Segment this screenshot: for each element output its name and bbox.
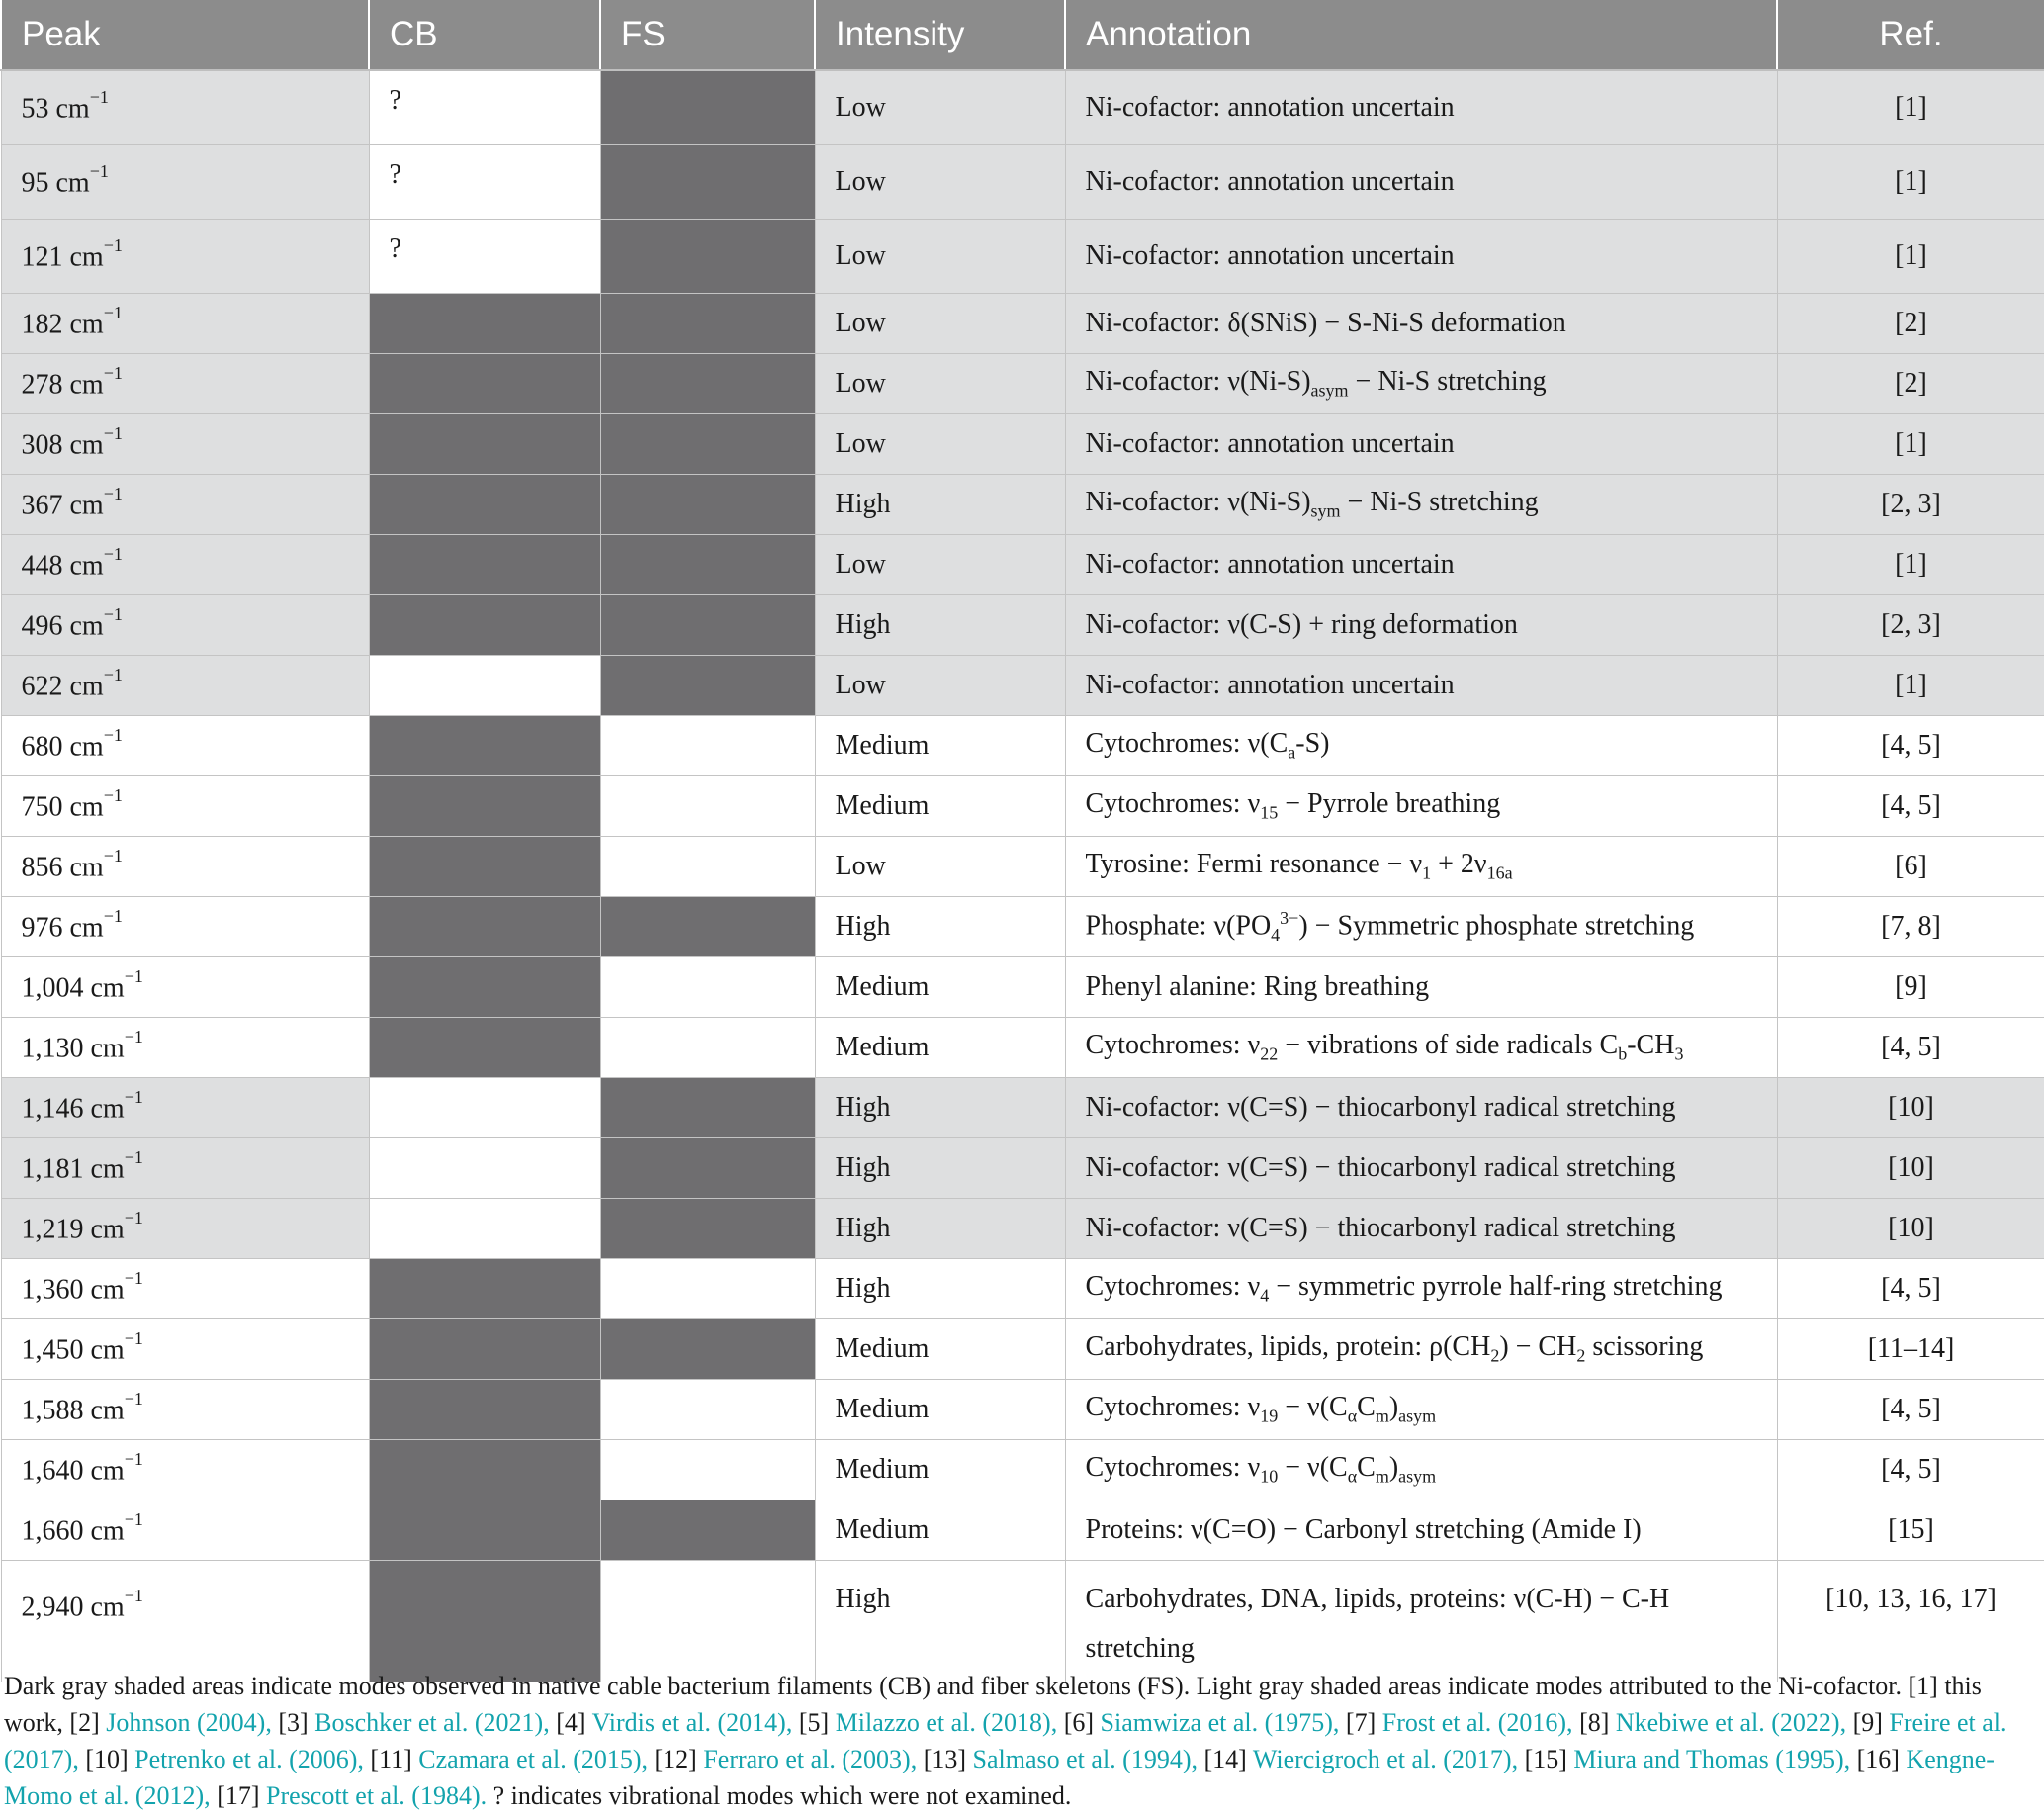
cell-peak bbox=[1, 1138, 369, 1199]
cell-annotation: Ni-cofactor: annotation uncertain bbox=[1065, 414, 1777, 475]
table-row bbox=[1, 535, 2044, 595]
citation-link[interactable]: Kengne-Momo et al. (2012), bbox=[4, 1745, 1995, 1810]
cell-cb: ? bbox=[369, 145, 600, 220]
table-row bbox=[1, 354, 2044, 414]
cell-annotation: Ni-cofactor: ν(C=S) − thiocarbonyl radical stretching bbox=[1065, 1199, 1777, 1259]
peak-value: 2,940 bbox=[21, 1591, 84, 1623]
cell-intensity: High bbox=[815, 1078, 1065, 1138]
cell-fs bbox=[600, 354, 815, 414]
peak-unit: cm bbox=[55, 93, 90, 125]
cell-intensity: High bbox=[815, 595, 1065, 656]
cell-intensity: Low bbox=[815, 70, 1065, 145]
cell-ref: [4, 5] bbox=[1777, 1259, 2044, 1319]
cell-cb bbox=[369, 1018, 600, 1078]
cell-ref: [1] bbox=[1777, 414, 2044, 475]
cell-fs bbox=[600, 1199, 815, 1259]
cell-cb bbox=[369, 1138, 600, 1199]
peak-unit-exponent: −1 bbox=[103, 603, 123, 624]
cell-ref: [7, 8] bbox=[1777, 897, 2044, 957]
peak-value: 95 bbox=[21, 167, 49, 199]
table-row bbox=[1, 656, 2044, 716]
peak-unit-exponent: −1 bbox=[124, 1327, 143, 1348]
peak-unit-exponent: −1 bbox=[103, 362, 123, 383]
cell-annotation: Ni-cofactor: annotation uncertain bbox=[1065, 145, 1777, 220]
table-row bbox=[1, 595, 2044, 656]
cell-ref: [15] bbox=[1777, 1500, 2044, 1561]
cell-cb bbox=[369, 294, 600, 354]
cell-fs bbox=[600, 294, 815, 354]
peak-unit-exponent: −1 bbox=[103, 905, 123, 926]
footnote-text: [11] bbox=[363, 1745, 419, 1773]
header-ref: Ref. bbox=[1777, 0, 2044, 70]
peak-value: 1,181 bbox=[21, 1153, 84, 1185]
peak-unit: cm bbox=[69, 610, 104, 642]
footnote-text: [14] bbox=[1197, 1745, 1253, 1773]
cell-cb: ? bbox=[369, 220, 600, 294]
table-row bbox=[1, 1199, 2044, 1259]
cell-intensity: Low bbox=[815, 535, 1065, 595]
citation-link[interactable]: Siamwiza et al. (1975), bbox=[1100, 1708, 1340, 1737]
cell-annotation: Carbohydrates, DNA, lipids, proteins: ν(C-H) − C-H stretching bbox=[1065, 1561, 1777, 1682]
cell-cb bbox=[369, 897, 600, 957]
cell-cb bbox=[369, 475, 600, 535]
table-row bbox=[1, 1138, 2044, 1199]
peak-value: 1,450 bbox=[21, 1334, 84, 1366]
cell-peak bbox=[1, 145, 369, 220]
cell-annotation: Ni-cofactor: annotation uncertain bbox=[1065, 70, 1777, 145]
cell-ref: [1] bbox=[1777, 220, 2044, 294]
peak-value: 622 bbox=[21, 671, 63, 702]
peak-unit: cm bbox=[69, 731, 104, 763]
cell-intensity: High bbox=[815, 1199, 1065, 1259]
citation-link[interactable]: Freire et al. (2017), bbox=[4, 1708, 2007, 1773]
peak-unit: cm bbox=[90, 1153, 125, 1185]
cell-peak bbox=[1, 220, 369, 294]
cell-fs bbox=[600, 716, 815, 776]
cell-peak bbox=[1, 1199, 369, 1259]
cell-ref: [4, 5] bbox=[1777, 776, 2044, 837]
header-fs: FS bbox=[600, 0, 815, 70]
peak-unit-exponent: −1 bbox=[124, 1086, 143, 1107]
table-header-row bbox=[1, 0, 2044, 70]
peak-unit-exponent: −1 bbox=[103, 784, 123, 805]
footnote-text: [7] bbox=[1339, 1708, 1382, 1737]
peak-unit-exponent: −1 bbox=[124, 1508, 143, 1529]
cell-intensity: High bbox=[815, 1259, 1065, 1319]
peak-value: 1,004 bbox=[21, 972, 84, 1004]
cell-annotation: Ni-cofactor: annotation uncertain bbox=[1065, 656, 1777, 716]
cell-intensity: High bbox=[815, 897, 1065, 957]
cell-cb bbox=[369, 1199, 600, 1259]
cell-intensity: Low bbox=[815, 837, 1065, 897]
cell-fs bbox=[600, 1018, 815, 1078]
cell-ref: [1] bbox=[1777, 656, 2044, 716]
peak-unit-exponent: −1 bbox=[124, 1267, 143, 1288]
cell-fs bbox=[600, 1259, 815, 1319]
cell-fs bbox=[600, 145, 815, 220]
peak-unit: cm bbox=[69, 791, 104, 823]
peak-value: 182 bbox=[21, 309, 63, 340]
cell-annotation: Cytochromes: $\nu(C_a-S)$ bbox=[1065, 716, 1777, 776]
cell-ref: [4, 5] bbox=[1777, 1380, 2044, 1440]
cell-cb bbox=[369, 414, 600, 475]
citation-link[interactable]: Boschker et al. (2021), bbox=[314, 1708, 550, 1737]
peak-unit: cm bbox=[90, 972, 125, 1004]
table-row bbox=[1, 1380, 2044, 1440]
cell-annotation: Ni-cofactor: ν(C=S) − thiocarbonyl radical stretching bbox=[1065, 1138, 1777, 1199]
citation-link[interactable]: Virdis et al. (2014), bbox=[591, 1708, 793, 1737]
cell-intensity: Low bbox=[815, 294, 1065, 354]
cell-cb bbox=[369, 837, 600, 897]
peak-unit-exponent: −1 bbox=[103, 543, 123, 564]
peak-unit: cm bbox=[90, 1455, 125, 1487]
peak-unit-exponent: −1 bbox=[124, 1026, 143, 1046]
header-cb: CB bbox=[369, 0, 600, 70]
cell-intensity: High bbox=[815, 1561, 1065, 1682]
cell-fs bbox=[600, 837, 815, 897]
cell-cb bbox=[369, 716, 600, 776]
citation-link[interactable]: Prescott et al. (1984). bbox=[266, 1781, 488, 1810]
peak-unit-exponent: −1 bbox=[103, 724, 123, 745]
cell-ref: [2] bbox=[1777, 294, 2044, 354]
cell-fs bbox=[600, 1380, 815, 1440]
cell-ref: [4, 5] bbox=[1777, 1440, 2044, 1500]
table-row bbox=[1, 294, 2044, 354]
peak-unit: cm bbox=[90, 1515, 125, 1547]
cell-fs bbox=[600, 776, 815, 837]
peak-value: 1,660 bbox=[21, 1515, 84, 1547]
cell-peak bbox=[1, 957, 369, 1018]
peak-unit-exponent: −1 bbox=[103, 422, 123, 443]
cell-cb bbox=[369, 1380, 600, 1440]
peak-unit-exponent: −1 bbox=[124, 1586, 143, 1605]
cell-ref: [2, 3] bbox=[1777, 595, 2044, 656]
cell-annotation: Cytochromes: $\nu_{22}$ − vibrations of side radicals $C_b-CH_3$ bbox=[1065, 1018, 1777, 1078]
footnote-text: [13] bbox=[917, 1745, 973, 1773]
peak-value: 1,146 bbox=[21, 1093, 84, 1125]
cell-intensity: Low bbox=[815, 656, 1065, 716]
cell-annotation: Ni-cofactor: annotation uncertain bbox=[1065, 535, 1777, 595]
cell-intensity: Medium bbox=[815, 1380, 1065, 1440]
cell-intensity: Medium bbox=[815, 957, 1065, 1018]
peak-value: 308 bbox=[21, 429, 63, 461]
cell-fs bbox=[600, 220, 815, 294]
peak-unit-exponent: −1 bbox=[89, 160, 109, 181]
cell-ref: [4, 5] bbox=[1777, 716, 2044, 776]
peak-unit: cm bbox=[90, 1214, 125, 1245]
citation-link[interactable]: Johnson (2004), bbox=[106, 1708, 272, 1737]
table-row bbox=[1, 1078, 2044, 1138]
cell-annotation: Cytochromes: $\nu_{15}$ − Pyrrole breathing bbox=[1065, 776, 1777, 837]
cell-peak bbox=[1, 1500, 369, 1561]
cell-peak bbox=[1, 595, 369, 656]
cell-fs bbox=[600, 1500, 815, 1561]
cell-peak bbox=[1, 776, 369, 837]
header-annotation: Annotation bbox=[1065, 0, 1777, 70]
citation-link[interactable]: Nkebiwe et al. (2022), bbox=[1615, 1708, 1847, 1737]
peak-unit-exponent: −1 bbox=[124, 965, 143, 986]
peak-value: 750 bbox=[21, 791, 63, 823]
table-row bbox=[1, 957, 2044, 1018]
citation-link[interactable]: Wiercigroch et al. (2017), bbox=[1252, 1745, 1519, 1773]
cell-cb: ? bbox=[369, 70, 600, 145]
peak-value: 367 bbox=[21, 490, 63, 521]
cell-intensity: Medium bbox=[815, 1018, 1065, 1078]
table-row bbox=[1, 414, 2044, 475]
peak-unit: cm bbox=[90, 1274, 125, 1306]
header-peak: Peak bbox=[1, 0, 369, 70]
cell-fs bbox=[600, 475, 815, 535]
table-row bbox=[1, 220, 2044, 294]
peak-value: 1,130 bbox=[21, 1033, 84, 1064]
cell-cb bbox=[369, 1078, 600, 1138]
table-row bbox=[1, 776, 2044, 837]
cell-annotation: Cytochromes: $\nu_{10} - \nu(C_\alpha C_m)_{asym}$ bbox=[1065, 1440, 1777, 1500]
footnote-text: ? indicates vibrational modes which were not examined. bbox=[487, 1781, 1072, 1810]
cell-annotation: Carbohydrates, lipids, protein: $\rho(CH_2) - CH_2$ scissoring bbox=[1065, 1319, 1777, 1380]
peak-unit-exponent: −1 bbox=[124, 1448, 143, 1469]
cell-cb bbox=[369, 354, 600, 414]
cell-ref: [2] bbox=[1777, 354, 2044, 414]
table-row bbox=[1, 897, 2044, 957]
table-row bbox=[1, 1018, 2044, 1078]
cell-annotation: Ni-cofactor: δ(SNiS) − S-Ni-S deformation bbox=[1065, 294, 1777, 354]
peak-unit: cm bbox=[90, 1334, 125, 1366]
footnote-text: [9] bbox=[1846, 1708, 1890, 1737]
cell-ref: [1] bbox=[1777, 535, 2044, 595]
table-row bbox=[1, 70, 2044, 145]
cell-fs bbox=[600, 1138, 815, 1199]
table-row bbox=[1, 837, 2044, 897]
cell-peak bbox=[1, 414, 369, 475]
cell-fs bbox=[600, 897, 815, 957]
cell-ref: [10, 13, 16, 17] bbox=[1777, 1561, 2044, 1682]
cell-fs bbox=[600, 957, 815, 1018]
peak-unit: cm bbox=[90, 1093, 125, 1125]
peak-unit: cm bbox=[69, 309, 104, 340]
cell-fs bbox=[600, 595, 815, 656]
footnote-text: [12] bbox=[648, 1745, 704, 1773]
cell-annotation: Cytochromes: $\nu_4$ − symmetric pyrrole half-ring stretching bbox=[1065, 1259, 1777, 1319]
peak-unit-exponent: −1 bbox=[124, 1388, 143, 1409]
table-row bbox=[1, 1440, 2044, 1500]
footnote-text: [4] bbox=[549, 1708, 592, 1737]
citation-link[interactable]: Petrenko et al. (2006), bbox=[134, 1745, 364, 1773]
cell-peak bbox=[1, 716, 369, 776]
footnote-text: [17] bbox=[210, 1781, 267, 1810]
cell-intensity: High bbox=[815, 1138, 1065, 1199]
cell-annotation: Ni-cofactor: $\nu(Ni-S)_{asym} - Ni-S$ stretching bbox=[1065, 354, 1777, 414]
cell-cb bbox=[369, 1440, 600, 1500]
table-row bbox=[1, 145, 2044, 220]
cell-fs bbox=[600, 656, 815, 716]
peak-unit: cm bbox=[90, 1395, 125, 1426]
cell-peak bbox=[1, 837, 369, 897]
cell-annotation: Cytochromes: $\nu_{19} - \nu(C_\alpha C_m)_{asym}$ bbox=[1065, 1380, 1777, 1440]
cell-annotation: Ni-cofactor: ν(C-S) + ring deformation bbox=[1065, 595, 1777, 656]
peak-unit-exponent: −1 bbox=[103, 845, 123, 865]
cell-ref: [10] bbox=[1777, 1078, 2044, 1138]
cell-cb bbox=[369, 1500, 600, 1561]
footnote-text: [10] bbox=[78, 1745, 135, 1773]
table-row bbox=[1, 1500, 2044, 1561]
peak-value: 976 bbox=[21, 912, 63, 944]
cell-fs bbox=[600, 1440, 815, 1500]
peak-unit-exponent: −1 bbox=[103, 483, 123, 503]
peak-value: 1,640 bbox=[21, 1455, 84, 1487]
cell-peak bbox=[1, 897, 369, 957]
header-intensity: Intensity bbox=[815, 0, 1065, 70]
cell-fs bbox=[600, 1078, 815, 1138]
cell-intensity: Medium bbox=[815, 1440, 1065, 1500]
cell-annotation: Ni-cofactor: annotation uncertain bbox=[1065, 220, 1777, 294]
cell-peak bbox=[1, 1078, 369, 1138]
cell-peak bbox=[1, 656, 369, 716]
cell-annotation: Phenyl alanine: Ring breathing bbox=[1065, 957, 1777, 1018]
cell-ref: [10] bbox=[1777, 1138, 2044, 1199]
cell-peak bbox=[1, 70, 369, 145]
table-row bbox=[1, 1319, 2044, 1380]
footnote-text: [3] bbox=[271, 1708, 315, 1737]
peak-unit: cm bbox=[69, 241, 104, 273]
cell-ref: [9] bbox=[1777, 957, 2044, 1018]
cell-peak bbox=[1, 294, 369, 354]
citation-link[interactable]: Milazzo et al. (2018), bbox=[835, 1708, 1058, 1737]
cell-ref: [1] bbox=[1777, 145, 2044, 220]
cell-peak bbox=[1, 475, 369, 535]
peak-value: 856 bbox=[21, 852, 63, 883]
cell-peak bbox=[1, 1440, 369, 1500]
citation-link[interactable]: Frost et al. (2016), bbox=[1381, 1708, 1573, 1737]
cell-annotation: Proteins: ν(C=O) − Carbonyl stretching (Amide I) bbox=[1065, 1500, 1777, 1561]
table-row bbox=[1, 1259, 2044, 1319]
cell-cb bbox=[369, 957, 600, 1018]
peak-unit-exponent: −1 bbox=[124, 1207, 143, 1227]
peak-value: 278 bbox=[21, 369, 63, 401]
peak-unit: cm bbox=[69, 912, 104, 944]
peak-value: 496 bbox=[21, 610, 63, 642]
cell-ref: [10] bbox=[1777, 1199, 2044, 1259]
cell-intensity: Low bbox=[815, 220, 1065, 294]
peak-value: 53 bbox=[21, 93, 49, 125]
cell-annotation: Ni-cofactor: $\nu(Ni-S)_{sym} - Ni-S$ stretching bbox=[1065, 475, 1777, 535]
cell-peak bbox=[1, 354, 369, 414]
peak-unit: cm bbox=[69, 490, 104, 521]
footnote-text: [16] bbox=[1850, 1745, 1907, 1773]
peak-value: 121 bbox=[21, 241, 63, 273]
cell-ref: [4, 5] bbox=[1777, 1018, 2044, 1078]
cell-fs bbox=[600, 535, 815, 595]
citation-link[interactable]: Salmaso et al. (1994), bbox=[972, 1745, 1198, 1773]
peak-value: 1,360 bbox=[21, 1274, 84, 1306]
cell-peak bbox=[1, 1319, 369, 1380]
cell-cb bbox=[369, 776, 600, 837]
peak-value: 1,219 bbox=[21, 1214, 84, 1245]
cell-annotation: Tyrosine: Fermi resonance − $\nu_1 + 2\nu_{16a}$ bbox=[1065, 837, 1777, 897]
cell-ref: [1] bbox=[1777, 70, 2044, 145]
peak-value: 448 bbox=[21, 550, 63, 582]
cell-annotation: Ni-cofactor: ν(C=S) − thiocarbonyl radical stretching bbox=[1065, 1078, 1777, 1138]
cell-cb bbox=[369, 1319, 600, 1380]
cell-fs bbox=[600, 70, 815, 145]
cell-cb bbox=[369, 1259, 600, 1319]
cell-cb bbox=[369, 595, 600, 656]
footnote-text: Dark gray shaded areas indicate modes observed in native cable bacterium filaments (CB) and fiber skeletons (FS). Light gray shaded areas indicate modes attributed to the Ni-cofactor. [1] this work, [2] bbox=[4, 1672, 1982, 1737]
peak-unit: cm bbox=[69, 852, 104, 883]
cell-intensity: Low bbox=[815, 414, 1065, 475]
cell-cb bbox=[369, 656, 600, 716]
peak-unit-exponent: −1 bbox=[103, 302, 123, 322]
cell-fs bbox=[600, 414, 815, 475]
cell-ref: [11–14] bbox=[1777, 1319, 2044, 1380]
peak-unit: cm bbox=[90, 1033, 125, 1064]
cell-intensity: High bbox=[815, 475, 1065, 535]
peak-value: 1,588 bbox=[21, 1395, 84, 1426]
footnote-text: [15] bbox=[1518, 1745, 1574, 1773]
cell-ref: [6] bbox=[1777, 837, 2044, 897]
cell-intensity: Medium bbox=[815, 1319, 1065, 1380]
peak-unit-exponent: −1 bbox=[103, 234, 123, 255]
cell-intensity: Low bbox=[815, 145, 1065, 220]
cell-peak bbox=[1, 1259, 369, 1319]
peak-unit: cm bbox=[69, 429, 104, 461]
peak-unit: cm bbox=[55, 167, 90, 199]
footnote-text: [5] bbox=[792, 1708, 836, 1737]
peak-unit-exponent: −1 bbox=[89, 86, 109, 107]
cell-peak bbox=[1, 1018, 369, 1078]
cell-intensity: Low bbox=[815, 354, 1065, 414]
footnote-text: [6] bbox=[1057, 1708, 1101, 1737]
footnote-text: [8] bbox=[1572, 1708, 1616, 1737]
peak-unit-exponent: −1 bbox=[124, 1146, 143, 1167]
cell-intensity: Medium bbox=[815, 776, 1065, 837]
peak-unit: cm bbox=[69, 369, 104, 401]
table-body bbox=[1, 70, 2044, 1682]
cell-intensity: Medium bbox=[815, 716, 1065, 776]
citation-link[interactable]: Miura and Thomas (1995), bbox=[1573, 1745, 1851, 1773]
table-footnote bbox=[0, 1660, 2037, 1814]
cell-fs bbox=[600, 1319, 815, 1380]
table-row bbox=[1, 475, 2044, 535]
cell-peak bbox=[1, 1380, 369, 1440]
citation-link[interactable]: Ferraro et al. (2003), bbox=[703, 1745, 918, 1773]
cell-peak bbox=[1, 535, 369, 595]
cell-intensity: Medium bbox=[815, 1500, 1065, 1561]
peak-unit: cm bbox=[69, 550, 104, 582]
cell-cb bbox=[369, 535, 600, 595]
table-row bbox=[1, 716, 2044, 776]
citation-link[interactable]: Czamara et al. (2015), bbox=[418, 1745, 649, 1773]
peak-unit: cm bbox=[69, 671, 104, 702]
cell-ref: [2, 3] bbox=[1777, 475, 2044, 535]
cell-annotation: Phosphate: $\nu(PO_4^{3-})$ − Symmetric phosphate stretching bbox=[1065, 897, 1777, 957]
peak-value: 680 bbox=[21, 731, 63, 763]
peak-unit-exponent: −1 bbox=[103, 664, 123, 684]
peak-unit: cm bbox=[90, 1591, 125, 1623]
